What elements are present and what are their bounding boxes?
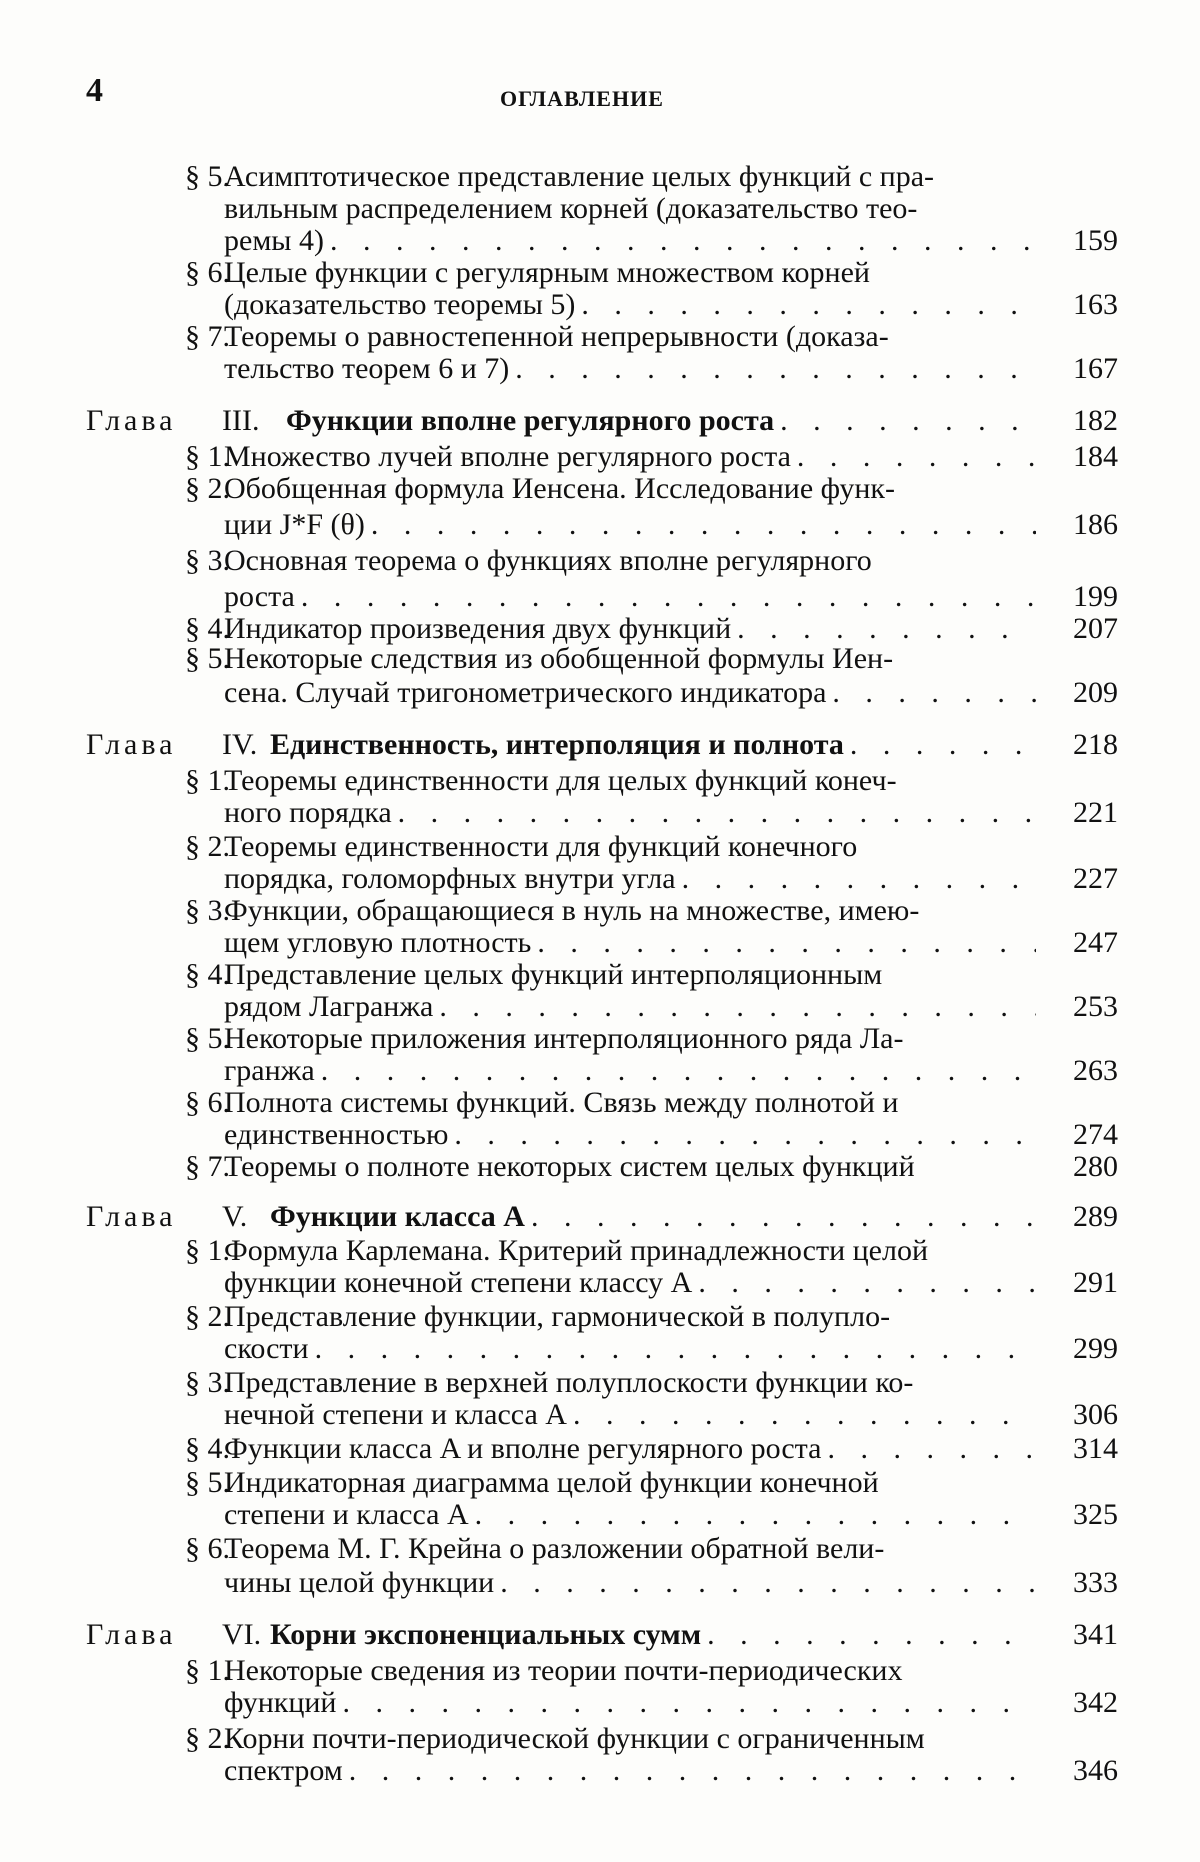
entry-title: ремы 4) . . . . . . . . . . . . . . . . . . . . . bbox=[224, 224, 1036, 258]
section-number: § 2. bbox=[150, 1722, 230, 1756]
chapter-number: IV. bbox=[222, 728, 257, 762]
entry-title: Некоторые приложения интерполяционного ряда Ла- bbox=[224, 1022, 1036, 1056]
entry-title: Основная теорема о функциях вполне регулярного bbox=[224, 544, 1036, 578]
page-ref: 325 bbox=[1048, 1498, 1118, 1532]
entry-title: Корни почти-периодической функции с ограниченным bbox=[224, 1722, 1036, 1756]
page-ref: 342 bbox=[1048, 1686, 1118, 1720]
entry-title: Асимптотическое представление целых функций с пра- bbox=[224, 160, 1036, 194]
section-number: § 5. bbox=[150, 1022, 230, 1056]
entry-title: Множество лучей вполне регулярного роста . . . . . . . bbox=[224, 440, 1036, 474]
section-number: § 1. bbox=[150, 1654, 230, 1688]
section-number: § 5. bbox=[150, 160, 230, 194]
dot-leader: . . . . . . . . . . . . . . . . . . bbox=[433, 990, 1036, 1024]
entry-title: Обобщенная формула Иенсена. Исследование функ- bbox=[224, 472, 1036, 506]
page-ref: 289 bbox=[1048, 1200, 1118, 1234]
chapter-number: III. bbox=[222, 404, 259, 438]
chapter-entry bbox=[0, 404, 1200, 444]
section-number: § 2. bbox=[150, 830, 230, 864]
dot-leader: . . . . . . . . . . . . . . bbox=[567, 1398, 1036, 1432]
page-ref: 247 bbox=[1048, 926, 1118, 960]
section-number: § 7. bbox=[150, 320, 230, 354]
page-number: 4 bbox=[86, 72, 103, 110]
entry-continuation bbox=[0, 1686, 1200, 1726]
page-ref: 291 bbox=[1048, 1266, 1118, 1300]
running-head: ОГЛАВЛЕНИЕ bbox=[500, 86, 664, 112]
entry-title: порядка, голоморфных внутри угла . . . . . . . . . . . bbox=[224, 862, 1036, 896]
page-ref: 341 bbox=[1048, 1618, 1118, 1652]
page-ref: 221 bbox=[1048, 796, 1118, 830]
entry-title: Представление целых функций интерполяционным bbox=[224, 958, 1036, 992]
entry-title: Некоторые сведения из теории почти-периодических bbox=[224, 1654, 1036, 1688]
dot-leader: . . . . . . . . . . . . . . . . . . . . bbox=[365, 508, 1036, 542]
dot-leader: . . . . . . . . . . . . . . . . . . . . . bbox=[337, 1686, 1037, 1720]
page-ref: 299 bbox=[1048, 1332, 1118, 1366]
entry-title: Теорема М. Г. Крейна о разложении обратной вели- bbox=[224, 1532, 1036, 1566]
dot-leader: . . . . . . bbox=[844, 728, 1036, 762]
entry-title: сена. Случай тригонометрического индикатора . . . . . . bbox=[224, 676, 1036, 710]
section-number: § 5. bbox=[150, 1466, 230, 1500]
entry-continuation bbox=[0, 352, 1200, 392]
page-ref: 263 bbox=[1048, 1054, 1118, 1088]
section-entry bbox=[0, 544, 1200, 584]
entry-title: степени и класса A . . . . . . . . . . . . . . . . . bbox=[224, 1498, 1036, 1532]
chapter-entry bbox=[0, 1618, 1200, 1658]
page-ref: 167 bbox=[1048, 352, 1118, 386]
section-number: § 3. bbox=[150, 1366, 230, 1400]
chapter-label: Глава bbox=[86, 404, 176, 438]
section-number: § 2. bbox=[150, 1300, 230, 1334]
entry-title: Корни экспоненциальных сумм . . . . . . . . . . bbox=[270, 1618, 1036, 1652]
dot-leader: . . . . . . . . . bbox=[731, 612, 1036, 646]
dot-leader: . . . . . . bbox=[826, 676, 1036, 710]
section-entry bbox=[0, 1150, 1200, 1190]
dot-leader: . . . . . . . . . . . . . . . . . . . bbox=[392, 796, 1036, 830]
page-ref: 182 bbox=[1048, 404, 1118, 438]
page-ref: 199 bbox=[1048, 580, 1118, 614]
dot-leader: . . . . . . bbox=[821, 1432, 1036, 1466]
entry-title: тельство теорем 6 и 7) . . . . . . . . . . . . . . . . bbox=[224, 352, 1036, 386]
page-ref: 253 bbox=[1048, 990, 1118, 1024]
entry-title: Функции класса A . . . . . . . . . . . . . . . bbox=[270, 1200, 1036, 1234]
dot-leader: . . . . . . . . . . . . . . . bbox=[525, 1200, 1036, 1234]
entry-title: Теоремы о равностепенной непрерывности (доказа- bbox=[224, 320, 1036, 354]
dot-leader: . . . . . . . . bbox=[774, 404, 1036, 438]
dot-leader: . . . . . . . . . . . . . . . . bbox=[494, 1566, 1036, 1600]
entry-title: нечной степени и класса A . . . . . . . . . . . . . . bbox=[224, 1398, 1036, 1432]
page-ref: 333 bbox=[1048, 1566, 1118, 1600]
entry-title: Теоремы единственности для функций конечного bbox=[224, 830, 1036, 864]
section-number: § 3. bbox=[150, 894, 230, 928]
section-number: § 5. bbox=[150, 642, 230, 676]
entry-title: Теоремы о полноте некоторых систем целых функций bbox=[224, 1150, 1036, 1184]
section-number: § 3. bbox=[150, 544, 230, 578]
dot-leader: . . . . . . . . . . . bbox=[676, 862, 1036, 896]
entry-title: Представление функции, гармонической в полупло- bbox=[224, 1300, 1036, 1334]
section-number: § 1. bbox=[150, 1234, 230, 1268]
page-ref: 227 bbox=[1048, 862, 1118, 896]
page-ref: 218 bbox=[1048, 728, 1118, 762]
dot-leader: . . . . . . . . . . . . . . . . . . . . . . bbox=[315, 1054, 1036, 1088]
page-ref: 159 bbox=[1048, 224, 1118, 258]
page-ref: 209 bbox=[1048, 676, 1118, 710]
section-number: § 1. bbox=[150, 764, 230, 798]
dot-leader: . . . . . . . . . . . . . . . . . . . . . . bbox=[309, 1332, 1036, 1366]
section-number: § 1. bbox=[150, 440, 230, 474]
section-entry bbox=[0, 472, 1200, 512]
dot-leader: . . . . . . . . . . . . . . . . bbox=[509, 352, 1036, 386]
entry-title: Функции класса A и вполне регулярного роста . . . . . . bbox=[224, 1432, 1036, 1466]
dot-leader: . . . . . . . . . . . . . . bbox=[575, 288, 1036, 322]
entry-title: спектром . . . . . . . . . . . . . . . . . . . . . bbox=[224, 1754, 1036, 1788]
entry-title: Единственность, интерполяция и полнота . . . . . . bbox=[270, 728, 1036, 762]
dot-leader: . . . . . . . . . . bbox=[701, 1618, 1036, 1652]
entry-title: роста . . . . . . . . . . . . . . . . . . . . . . bbox=[224, 580, 1036, 614]
entry-continuation bbox=[0, 1566, 1200, 1606]
table-of-contents bbox=[0, 0, 1200, 1862]
page-ref: 280 bbox=[1048, 1150, 1118, 1184]
dot-leader: . . . . . . . . . . . . . . . bbox=[531, 926, 1036, 960]
section-number: § 6. bbox=[150, 1532, 230, 1566]
section-number: § 6. bbox=[150, 256, 230, 290]
dot-leader: . . . . . . . . . . . . . . . . . . . . . bbox=[343, 1754, 1036, 1788]
dot-leader: . . . . . . . . . . . . . . . . . . . . . bbox=[324, 224, 1036, 258]
entry-title: ции J*F (θ) . . . . . . . . . . . . . . . . . . . . bbox=[224, 508, 1036, 542]
entry-title: вильным распределением корней (доказательство тео- bbox=[224, 192, 1036, 226]
chapter-entry bbox=[0, 728, 1200, 768]
entry-title: (доказательство теоремы 5) . . . . . . . . . . . . . . bbox=[224, 288, 1036, 322]
page-ref: 274 bbox=[1048, 1118, 1118, 1152]
entry-title: единственностью . . . . . . . . . . . . . . . . . . bbox=[224, 1118, 1036, 1152]
chapter-label: Глава bbox=[86, 1618, 176, 1652]
dot-leader: . . . . . . . . . . . . . . . . . . . . . . bbox=[295, 580, 1036, 614]
entry-title: щем угловую плотность . . . . . . . . . . . . . . . bbox=[224, 926, 1036, 960]
dot-leader: . . . . . . . . . . . . . . . . . . bbox=[448, 1118, 1036, 1152]
chapter-number: V. bbox=[222, 1200, 247, 1234]
section-number: § 7. bbox=[150, 1150, 230, 1184]
entry-continuation bbox=[0, 508, 1200, 548]
page-ref: 207 bbox=[1048, 612, 1118, 646]
chapter-label: Глава bbox=[86, 728, 176, 762]
entry-title: Индикатор произведения двух функций . . . . . . . . . bbox=[224, 612, 1036, 646]
entry-title: Формула Карлемана. Критерий принадлежности целой bbox=[224, 1234, 1036, 1268]
page-ref: 306 bbox=[1048, 1398, 1118, 1432]
entry-title: функций . . . . . . . . . . . . . . . . . . . . . bbox=[224, 1686, 1036, 1720]
page-ref: 163 bbox=[1048, 288, 1118, 322]
entry-continuation bbox=[0, 1754, 1200, 1794]
entry-title: Некоторые следствия из обобщенной формулы Иен- bbox=[224, 642, 1036, 676]
section-number: § 4. bbox=[150, 958, 230, 992]
entry-title: ного порядка . . . . . . . . . . . . . . . . . . . bbox=[224, 796, 1036, 830]
entry-title: Индикаторная диаграмма целой функции конечной bbox=[224, 1466, 1036, 1500]
entry-title: Теоремы единственности для целых функций конеч- bbox=[224, 764, 1036, 798]
entry-title: рядом Лагранжа . . . . . . . . . . . . . . . . . . bbox=[224, 990, 1036, 1024]
entry-title: Полнота системы функций. Связь между полнотой и bbox=[224, 1086, 1036, 1120]
dot-leader: . . . . . . . . . . . . . . . . . bbox=[469, 1498, 1036, 1532]
section-number: § 2. bbox=[150, 472, 230, 506]
chapter-label: Глава bbox=[86, 1200, 176, 1234]
chapter-number: VI. bbox=[222, 1618, 261, 1652]
page-ref: 186 bbox=[1048, 508, 1118, 542]
entry-title: скости . . . . . . . . . . . . . . . . . . . . . . bbox=[224, 1332, 1036, 1366]
section-number: § 4. bbox=[150, 612, 230, 646]
page-ref: 184 bbox=[1048, 440, 1118, 474]
entry-title: Функции вполне регулярного роста . . . . . . . . bbox=[286, 404, 1036, 438]
dot-leader: . . . . . . . . . . bbox=[692, 1266, 1036, 1300]
entry-title: Функции, обращающиеся в нуль на множестве, имею- bbox=[224, 894, 1036, 928]
dot-leader: . . . . . . . bbox=[791, 440, 1036, 474]
page-ref: 314 bbox=[1048, 1432, 1118, 1466]
entry-title: гранжа . . . . . . . . . . . . . . . . . . . . . . bbox=[224, 1054, 1036, 1088]
section-number: § 4. bbox=[150, 1432, 230, 1466]
section-number: § 6. bbox=[150, 1086, 230, 1120]
entry-continuation bbox=[0, 676, 1200, 716]
entry-title: Целые функции с регулярным множеством корней bbox=[224, 256, 1036, 290]
page-ref: 346 bbox=[1048, 1754, 1118, 1788]
entry-title: чины целой функции . . . . . . . . . . . . . . . . bbox=[224, 1566, 1036, 1600]
entry-title: функции конечной степени классу A . . . . . . . . . . bbox=[224, 1266, 1036, 1300]
entry-title: Представление в верхней полуплоскости функции ко- bbox=[224, 1366, 1036, 1400]
